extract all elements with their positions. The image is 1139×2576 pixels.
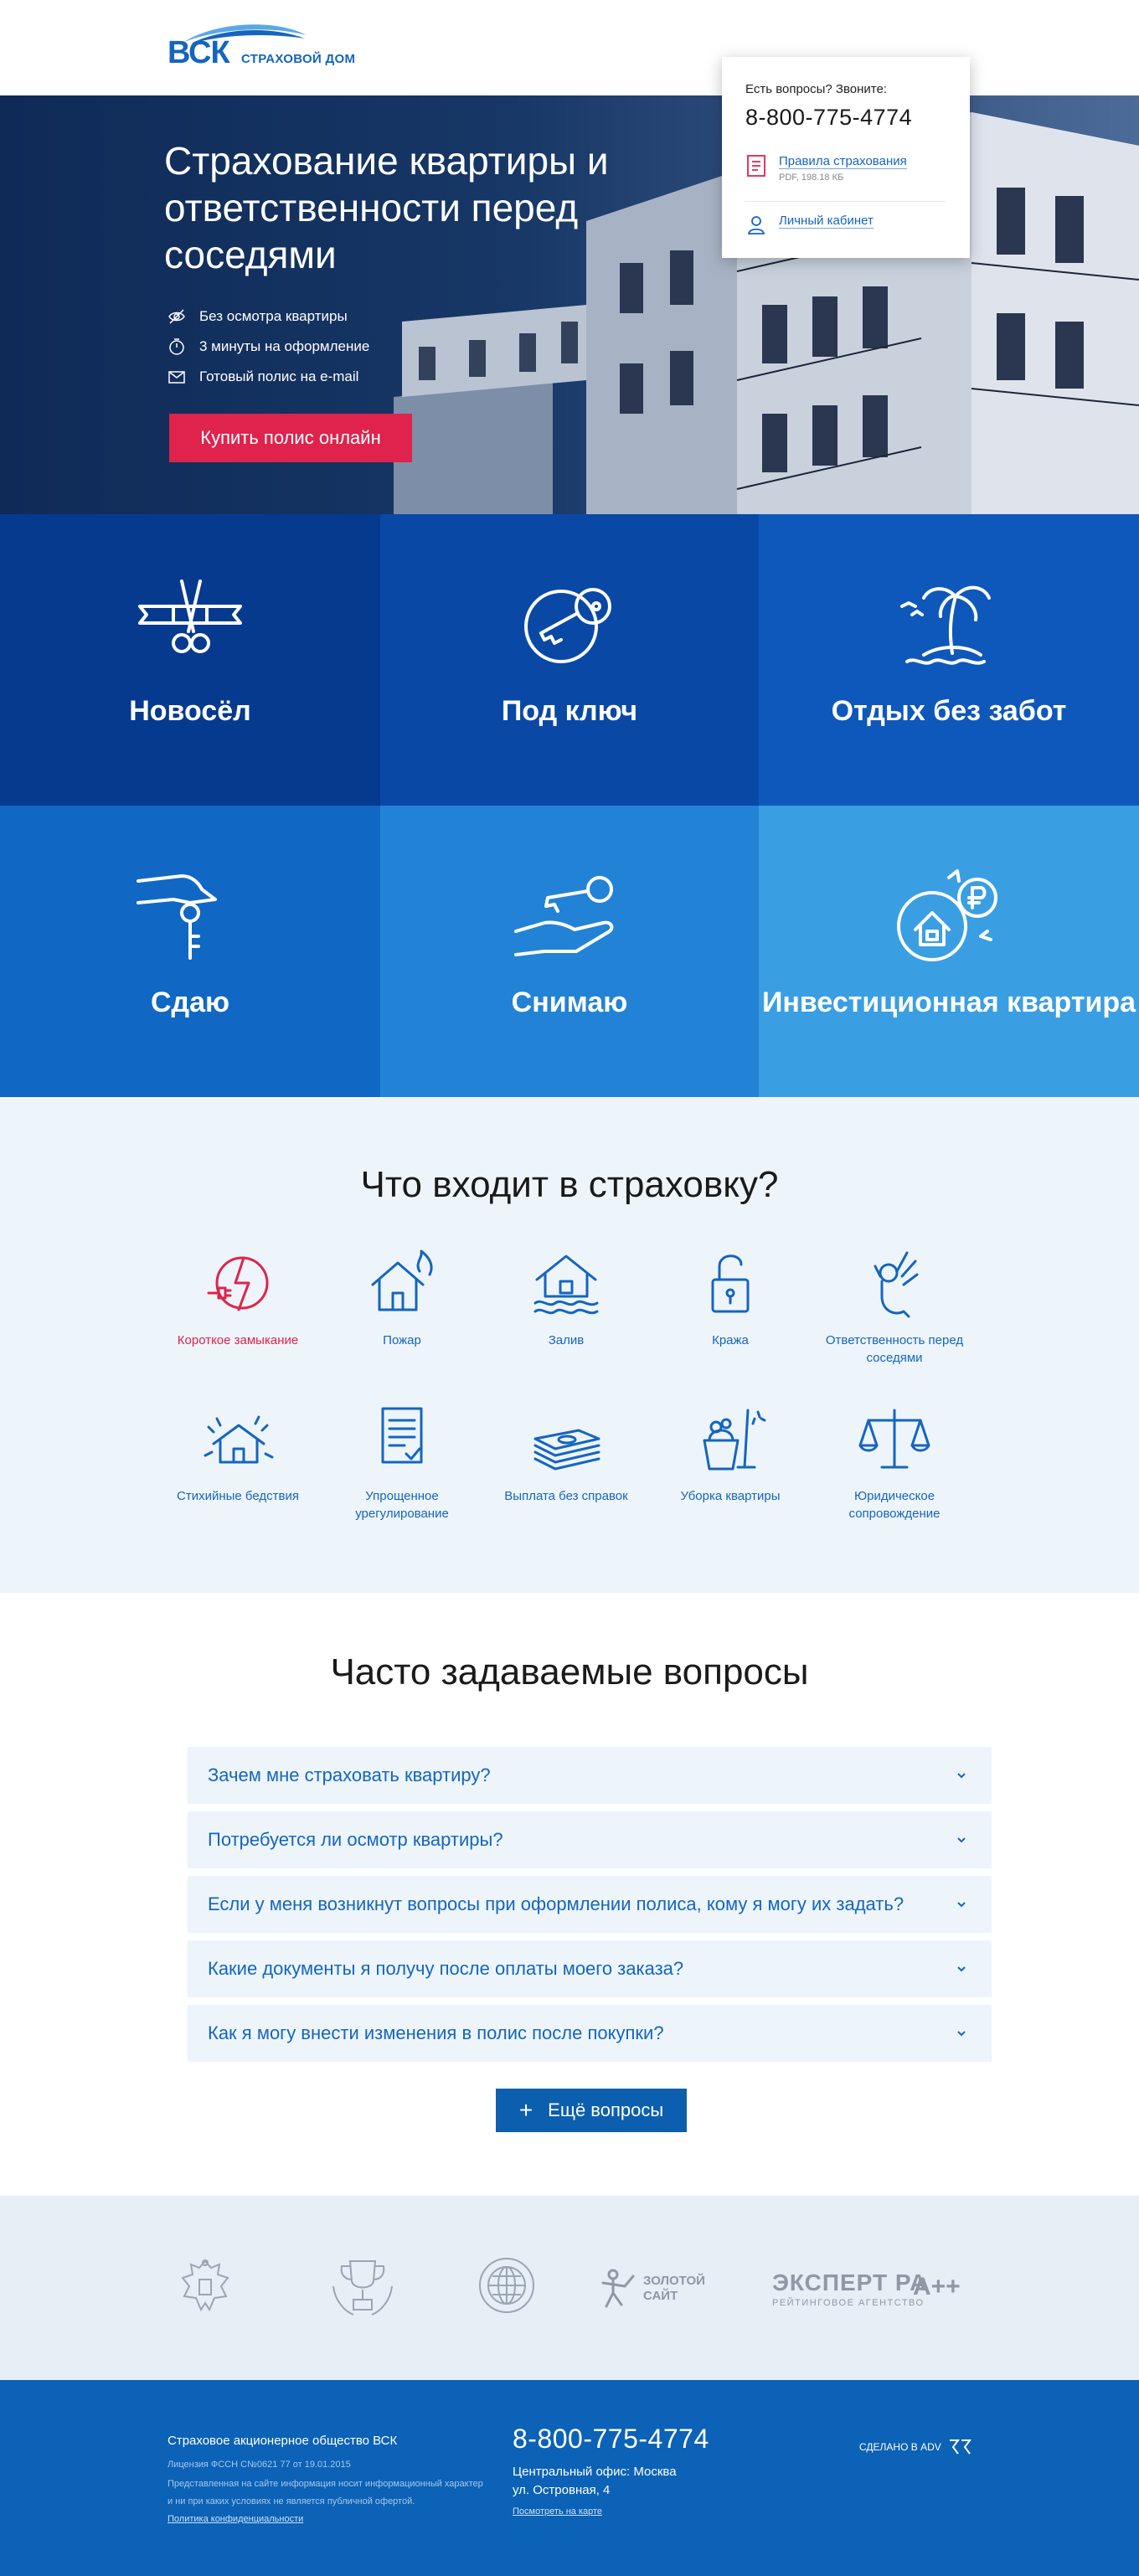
footer-company-block: [168, 2434, 486, 2526]
feature-item: [168, 301, 369, 332]
feature-label: Готовый полис на e-mail: [199, 368, 359, 384]
coverage-item: [648, 1246, 812, 1367]
coverage-label: Залив: [548, 1333, 585, 1347]
feature-label: 3 минуты на оформление: [199, 338, 370, 354]
tile-label: Сдаю: [150, 987, 230, 1018]
coverage-item: [156, 1246, 320, 1367]
faq-question: Зачем мне страховать квартиру?: [208, 1765, 491, 1785]
faq-question: Если у меня возникнут вопросы при оформлении полиса, кому я могу их задать?: [208, 1893, 904, 1914]
disaster-house-icon: [200, 1402, 276, 1477]
cabinet-link[interactable]: Личный кабинет: [779, 214, 874, 228]
coverage-section: [0, 1097, 1139, 1593]
coverage-grid: [156, 1246, 993, 1522]
fire-house-icon: [364, 1246, 440, 1321]
more-questions-button[interactable]: [496, 2089, 687, 2132]
tile-novosel[interactable]: [0, 514, 380, 806]
chevron-down-icon: [955, 1833, 968, 1847]
tile-label: Новосёл: [129, 695, 251, 727]
coverage-label: Пожар: [383, 1333, 421, 1347]
tile-pod-klyuch[interactable]: [380, 514, 759, 806]
feature-list: [168, 301, 369, 392]
rules-file-meta: PDF, 198.18 КБ: [779, 173, 844, 183]
faq-item[interactable]: [188, 1940, 992, 1997]
coverage-item: [320, 1402, 484, 1522]
more-questions-label: Ещё вопросы: [548, 2099, 664, 2120]
map-link[interactable]: Посмотреть на карте: [513, 2506, 603, 2517]
eye-off-icon: [168, 307, 186, 326]
coverage-item: [484, 1402, 648, 1522]
logo-subtext: СТРАХОВОЙ ДОМ: [241, 52, 356, 66]
coverage-label: Короткое замыкание: [177, 1333, 299, 1347]
cleaning-bucket-icon: [693, 1402, 768, 1477]
envelope-icon: [168, 368, 186, 386]
awards-strip: [0, 2196, 1139, 2380]
feature-item: [168, 362, 369, 392]
chevron-down-icon: [955, 1898, 968, 1911]
tile-label: Снимаю: [511, 987, 628, 1018]
globe-seal-icon: [477, 2256, 536, 2315]
house-ruble-icon: [890, 864, 1008, 965]
coverage-item: [156, 1402, 320, 1522]
divider: [745, 201, 946, 202]
contact-card: [722, 57, 970, 258]
short-circuit-icon: [200, 1246, 276, 1321]
footer-contact-block: [513, 2424, 709, 2517]
faq-question: Потребуется ли осмотр квартиры?: [208, 1829, 503, 1850]
rules-row: [745, 154, 946, 183]
chevron-down-icon: [955, 1769, 968, 1782]
coverage-item: [484, 1246, 648, 1367]
faq-item[interactable]: [188, 1811, 992, 1868]
expert-ra-name: ЭКСПЕРТ РА: [772, 2269, 928, 2295]
tile-label: Инвестиционная квартира: [761, 987, 1136, 1018]
privacy-policy-link[interactable]: Политика конфиденциальности: [168, 2514, 304, 2524]
tile-label: Отдых без забот: [831, 695, 1067, 727]
cabinet-row: [745, 214, 946, 237]
tile-snimayu[interactable]: [380, 806, 759, 1097]
golden-site-award: [600, 2268, 710, 2310]
hand-receiving-key-icon: [511, 864, 628, 965]
coverage-label: Упрощенное урегулирование: [355, 1489, 449, 1521]
feature-item: [168, 332, 369, 362]
expert-ra-subtitle: РЕЙТИНГОВОЕ АГЕНТСТВО: [772, 2298, 925, 2308]
office-line-1: Центральный офис: Москва: [513, 2465, 677, 2479]
contact-question: Есть вопросы? Звоните:: [745, 82, 888, 96]
feature-label: Без осмотра квартиры: [199, 308, 348, 324]
contact-phone[interactable]: 8-800-775-4774: [745, 105, 913, 130]
pdf-document-icon: [745, 154, 767, 178]
coverage-title: Что входит в страховку?: [360, 1164, 779, 1205]
tile-sdayu[interactable]: [0, 806, 380, 1097]
flood-house-icon: [528, 1246, 604, 1321]
adv-logo-icon: [948, 2439, 973, 2455]
tile-label: Под ключ: [501, 695, 638, 727]
coverage-label: Уборка квартиры: [680, 1489, 781, 1503]
faq-item[interactable]: [188, 1747, 992, 1804]
logo-text: ВСК: [168, 35, 229, 70]
faq-item[interactable]: [188, 1876, 992, 1933]
footer: [0, 2380, 1139, 2576]
coverage-label: Стихийные бедствия: [177, 1489, 299, 1503]
coverage-label: Кража: [712, 1333, 749, 1347]
product-tiles: [0, 514, 1139, 1097]
faq-section: [0, 1593, 1139, 2196]
rules-link[interactable]: Правила страхования: [779, 154, 907, 168]
vsk-logo[interactable]: [168, 20, 368, 70]
disclaimer-text: Представленная на сайте информация носит информационный характер и ни при каких условиях не является публичной офертой.: [168, 2479, 483, 2506]
faq-list: [188, 1747, 992, 2069]
faq-item[interactable]: [188, 2005, 992, 2062]
license-text: Лицензия ФССН С№0621 77 от 19.01.2015: [168, 2460, 351, 2470]
key-icon: [511, 573, 628, 673]
coverage-item: [648, 1402, 812, 1522]
stopwatch-icon: [168, 337, 186, 356]
ok-hand-icon: [857, 1246, 932, 1321]
company-name: Страховое акционерное общество ВСК: [168, 2434, 398, 2448]
document-check-icon: [364, 1402, 440, 1477]
trophy-icon: [328, 2256, 397, 2320]
open-lock-icon: [693, 1246, 768, 1321]
coverage-item: [812, 1402, 977, 1522]
faq-question: Какие документы я получу после оплаты моего заказа?: [208, 1958, 684, 1979]
coat-of-arms-icon: [176, 2256, 234, 2320]
plus-icon: +: [518, 2097, 533, 2123]
expert-ra-rating: [772, 2269, 927, 2308]
faq-title: Часто задаваемые вопросы: [330, 1651, 809, 1692]
hand-giving-key-icon: [131, 864, 249, 965]
coverage-label: Выплата без справок: [504, 1489, 628, 1503]
hero-title: Страхование квартиры и ответственности перед соседями: [164, 139, 609, 276]
rating-badge: A++: [913, 2273, 961, 2300]
coverage-label: Ответственность перед соседями: [825, 1333, 964, 1365]
coverage-label: Юридическое сопровождение: [848, 1489, 941, 1521]
money-stack-icon: [528, 1402, 604, 1477]
golden-site-label: ЗОЛОТОЙ САЙТ: [643, 2274, 705, 2303]
footer-phone[interactable]: 8-800-775-4774: [513, 2424, 709, 2454]
tile-investitsionnaya[interactable]: [759, 806, 1139, 1097]
ribbon-scissors-icon: [131, 573, 249, 673]
coverage-item: [812, 1246, 977, 1367]
buy-policy-button[interactable]: Купить полис онлайн: [169, 414, 412, 462]
office-line-2: ул. Островная, 4: [513, 2483, 611, 2497]
scales-icon: [857, 1402, 932, 1477]
palm-island-icon: [890, 573, 1008, 673]
made-by-label: СДЕЛАНО В ADV: [859, 2441, 941, 2453]
golden-site-figure-icon: [600, 2268, 638, 2310]
tile-otdykh[interactable]: [759, 514, 1139, 806]
chevron-down-icon: [955, 2027, 968, 2040]
coverage-item: [320, 1246, 484, 1367]
faq-question: Как я могу внести изменения в полис после покупки?: [208, 2022, 664, 2043]
chevron-down-icon: [955, 1962, 968, 1976]
made-by-adv[interactable]: [859, 2439, 973, 2455]
user-icon: [745, 214, 767, 237]
